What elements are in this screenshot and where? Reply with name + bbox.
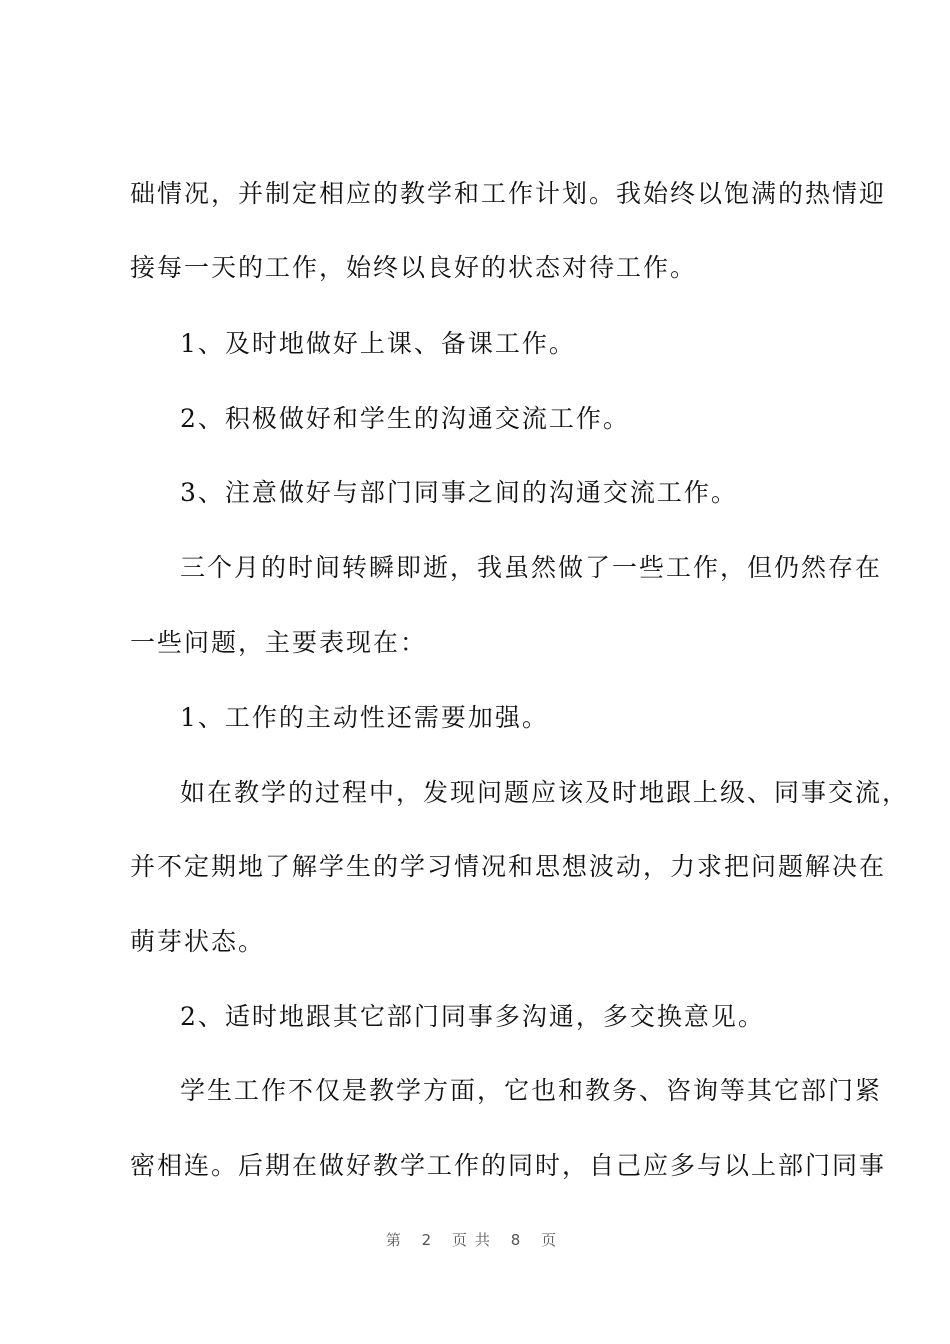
paragraph-line: 学生工作不仅是教学方面，它也和教务、咨询等其它部门紧 bbox=[180, 1076, 883, 1105]
paragraph-line: 接每一天的工作，始终以良好的状态对待工作。 bbox=[130, 253, 698, 282]
paragraph-line: 并不定期地了解学生的学习情况和思想波动，力求把问题解决在 bbox=[130, 852, 887, 881]
list-item: 1、工作的主动性还需要加强。 bbox=[180, 703, 549, 732]
list-item: 3、注意做好与部门同事之间的沟通交流工作。 bbox=[180, 478, 738, 507]
paragraph-line: 萌芽状态。 bbox=[130, 927, 266, 956]
paragraph-line: 如在教学的过程中，发现问题应该及时地跟上级、同事交流， bbox=[180, 778, 910, 807]
paragraph-line: 密相连。后期在做好教学工作的同时，自己应多与以上部门同事 bbox=[130, 1151, 887, 1180]
paragraph-line: 三个月的时间转瞬即逝，我虽然做了一些工作，但仍然存在 bbox=[180, 553, 883, 582]
list-item: 1、及时地做好上课、备课工作。 bbox=[180, 329, 576, 358]
list-item: 2、积极做好和学生的沟通交流工作。 bbox=[180, 404, 630, 433]
list-item: 2、适时地跟其它部门同事多沟通，多交换意见。 bbox=[180, 1002, 765, 1031]
page-number-footer: 第 2 页共 8 页 bbox=[385, 1231, 565, 1249]
paragraph-line: 一些问题，主要表现在： bbox=[130, 628, 428, 657]
paragraph-line: 础情况，并制定相应的教学和工作计划。我始终以饱满的热情迎 bbox=[130, 179, 887, 208]
